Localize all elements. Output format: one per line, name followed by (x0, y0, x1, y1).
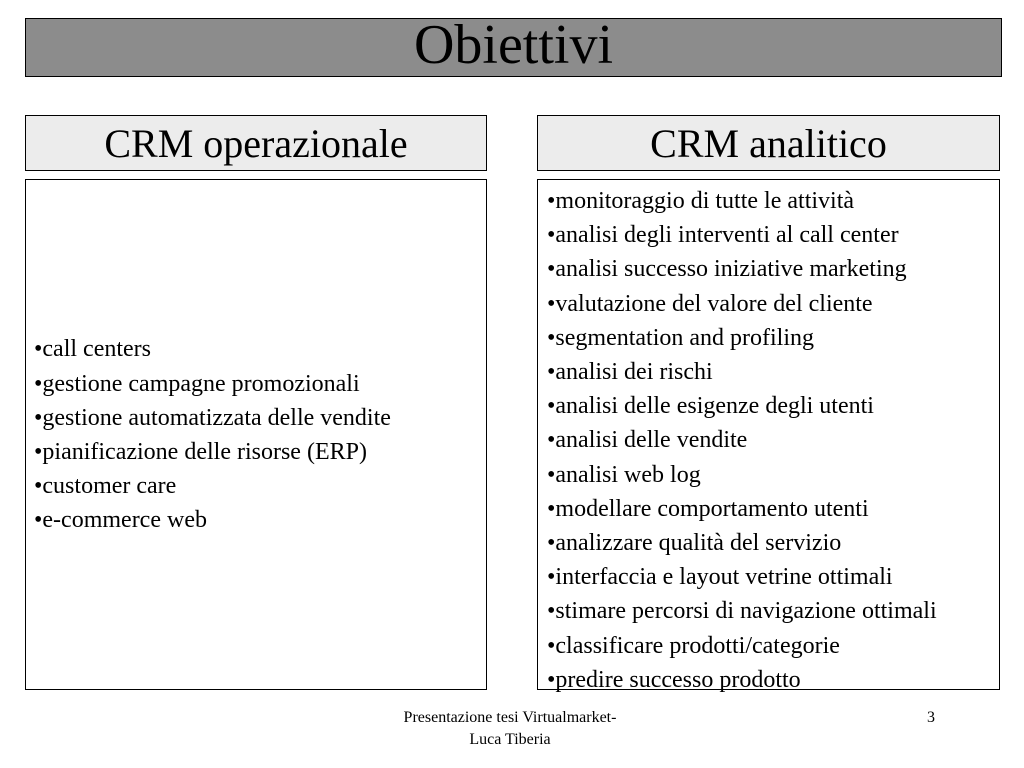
list-item: • analisi dei rischi (547, 355, 999, 389)
list-item: • pianificazione delle risorse (ERP) (34, 435, 391, 469)
list-item: • call centers (34, 332, 391, 366)
footer (360, 707, 660, 751)
list-item: • e-commerce web (34, 503, 391, 537)
list-item: • analisi successo iniziative marketing (547, 252, 999, 286)
left-column-header-text: CRM operazionale (104, 120, 408, 166)
page-number: 3 (927, 709, 935, 726)
left-column-content (25, 179, 487, 690)
list-item: • predire successo prodotto (547, 663, 999, 697)
list-item: • analisi delle vendite (547, 423, 999, 457)
list-item: • stimare percorsi di navigazione ottimali (547, 594, 999, 628)
list-item: • customer care (34, 469, 391, 503)
footer-line-1: Presentazione tesi Virtualmarket- (403, 709, 617, 726)
list-item: • modellare comportamento utenti (547, 492, 999, 526)
left-bullet-list (34, 332, 391, 537)
list-item: • analisi degli interventi al call center (547, 218, 999, 252)
title-bar (25, 14, 1002, 77)
list-item: • analizzare qualità del servizio (547, 526, 999, 560)
list-item: • classificare prodotti/categorie (547, 629, 999, 663)
list-item: • valutazione del valore del cliente (547, 287, 999, 321)
left-column-header (25, 115, 487, 171)
list-item: • monitoraggio di tutte le attività (547, 184, 999, 218)
list-item: • segmentation and profiling (547, 321, 999, 355)
list-item: • interfaccia e layout vetrine ottimali (547, 560, 999, 594)
slide-title: Obiettivi (413, 14, 614, 76)
list-item: • analisi delle esigenze degli utenti (547, 389, 999, 423)
list-item: • gestione campagne promozionali (34, 367, 391, 401)
right-bullet-list (547, 184, 999, 697)
list-item: • analisi web log (547, 458, 999, 492)
right-column-header (537, 115, 1000, 171)
right-column-content (537, 179, 1000, 693)
list-item: • gestione automatizzata delle vendite (34, 401, 391, 435)
footer-line-2: Luca Tiberia (469, 731, 551, 748)
right-column-header-text: CRM analitico (650, 120, 887, 166)
